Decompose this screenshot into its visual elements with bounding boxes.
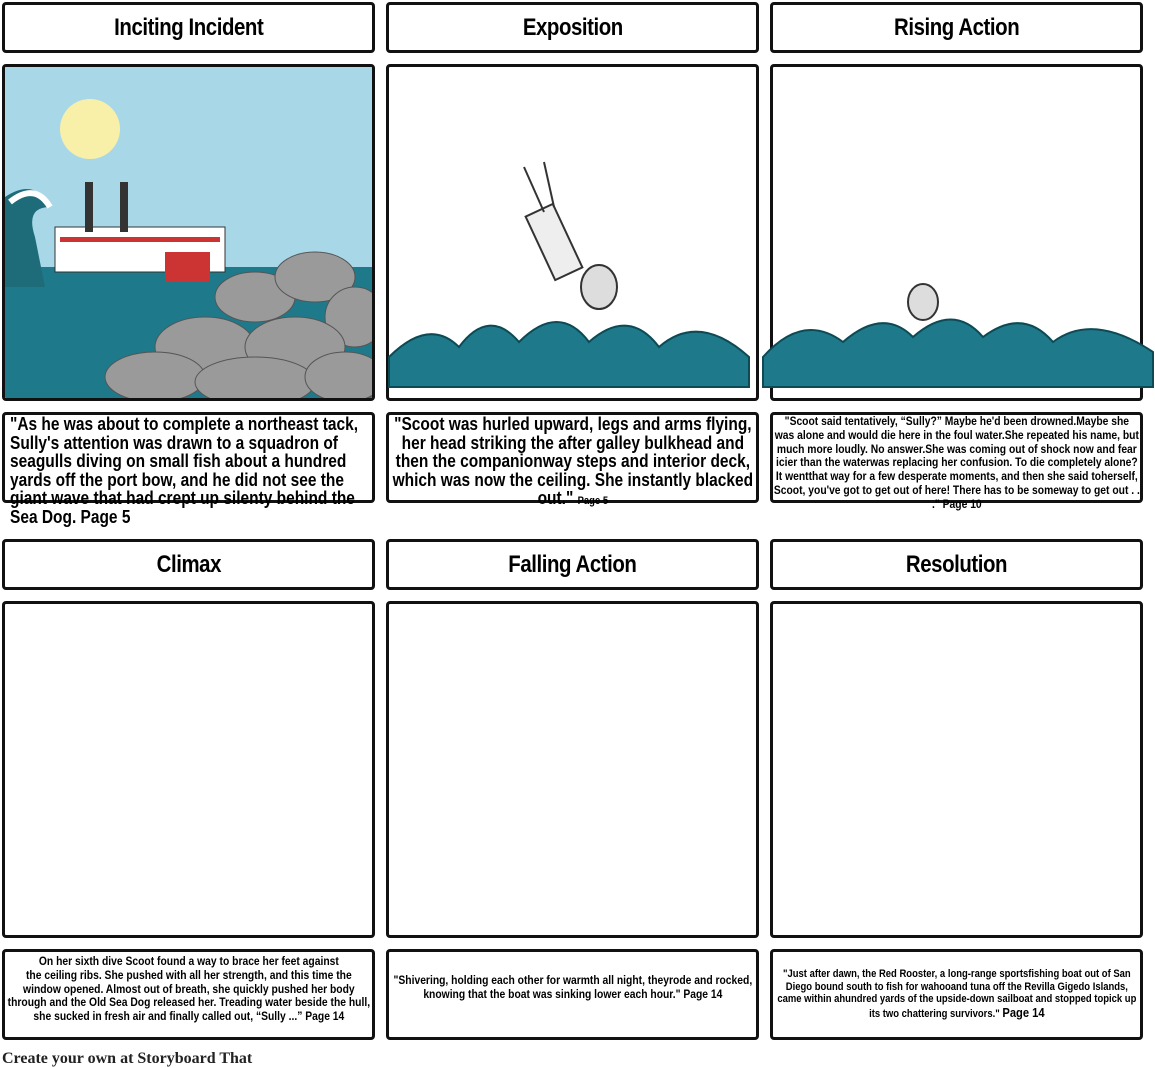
panel-title-rising-action — [770, 2, 1143, 53]
title-text: Climax — [156, 550, 221, 578]
caption-climax — [2, 949, 375, 1040]
panel-title-falling-action — [386, 539, 759, 590]
scene-image-resolution — [770, 601, 1143, 938]
caption-text: On her sixth dive Scoot found a way to brace her feet against the ceiling ribs. She pushed with all her strength, and this time the window opened. Almost out of breath, she quickly pushed her body through and the Old Sea Dog released her. Treading water beside the hull, she sucked in fresh air and finally called out, “Sully ...” Page 14 — [7, 954, 370, 1024]
page-ref: Page 5 — [577, 495, 608, 508]
caption-rising-action — [770, 412, 1143, 511]
caption-text — [389, 415, 755, 508]
caption-resolution — [770, 949, 1143, 1040]
title-text: Exposition — [522, 13, 623, 41]
title-text: Resolution — [905, 550, 1008, 578]
caption-text — [773, 968, 1139, 1021]
storyboard-that-link[interactable]: Create your own at Storyboard That — [2, 1050, 253, 1067]
panel-title-inciting-incident — [2, 2, 375, 53]
caption-inciting-incident — [2, 412, 375, 527]
caption-exposition — [386, 412, 759, 509]
scene-image-falling-action — [386, 601, 759, 938]
scene-image-climax — [2, 601, 375, 938]
page-ref: Page 14 — [1001, 1004, 1045, 1020]
caption-text: "Scoot said tentatively, “Sully?” Maybe he'd been drowned.Maybe she was alone and would die here in the foul water.She repeated his name, but much more loudly. No answer.She was coming out of shock now and fear icier than the waterwas replacing her confusion. To die completely alone? It wentthat way for a few desperate moments, and then she said toherself, Scoot, you've got to get out of here! There has to be someway to get out . . ." Page 10 — [773, 414, 1140, 511]
panel-title-resolution — [770, 539, 1143, 590]
scene-image-riverboat-wave — [2, 64, 375, 401]
title-text: Rising Action — [893, 13, 1020, 41]
caption-falling-action — [386, 949, 759, 1040]
scene-image-scoot-in-water — [770, 64, 1143, 401]
title-text: Inciting Incident — [113, 13, 264, 41]
caption-text: "Shivering, holding each other for warmth all night, theyrode and rocked, knowing that the boat was sinking lower each hour." Page 14 — [393, 973, 752, 1001]
panel-title-climax — [2, 539, 375, 590]
scene-image-scoot-falling — [386, 64, 759, 401]
caption-quote: "Just after dawn, the Red Rooster, a long-range sportsfishing boat out of San Diego bound south to fish for wahooand tuna off the Revilla Gigedo Islands, came within ahundred yards of the upside-down sailboat and stopped topick up its two chattering survivors." — [777, 968, 1136, 1020]
caption-text: "As he was about to complete a northeast tack, Sully's attention was drawn to a squadron of seagulls diving on small fish about a hundred yards off the port bow, and he did not see the giant wave that had crept up silenty behind the Sea Dog. Page 5 — [10, 414, 359, 527]
caption-quote: "Scoot was hurled upward, legs and arms flying, her head striking the after galley bulkhead and then the companionway steps and interior deck, which was now the ceiling. She instantly blacked out." — [392, 414, 753, 509]
title-text: Falling Action — [508, 550, 637, 578]
panel-title-exposition — [386, 2, 759, 53]
